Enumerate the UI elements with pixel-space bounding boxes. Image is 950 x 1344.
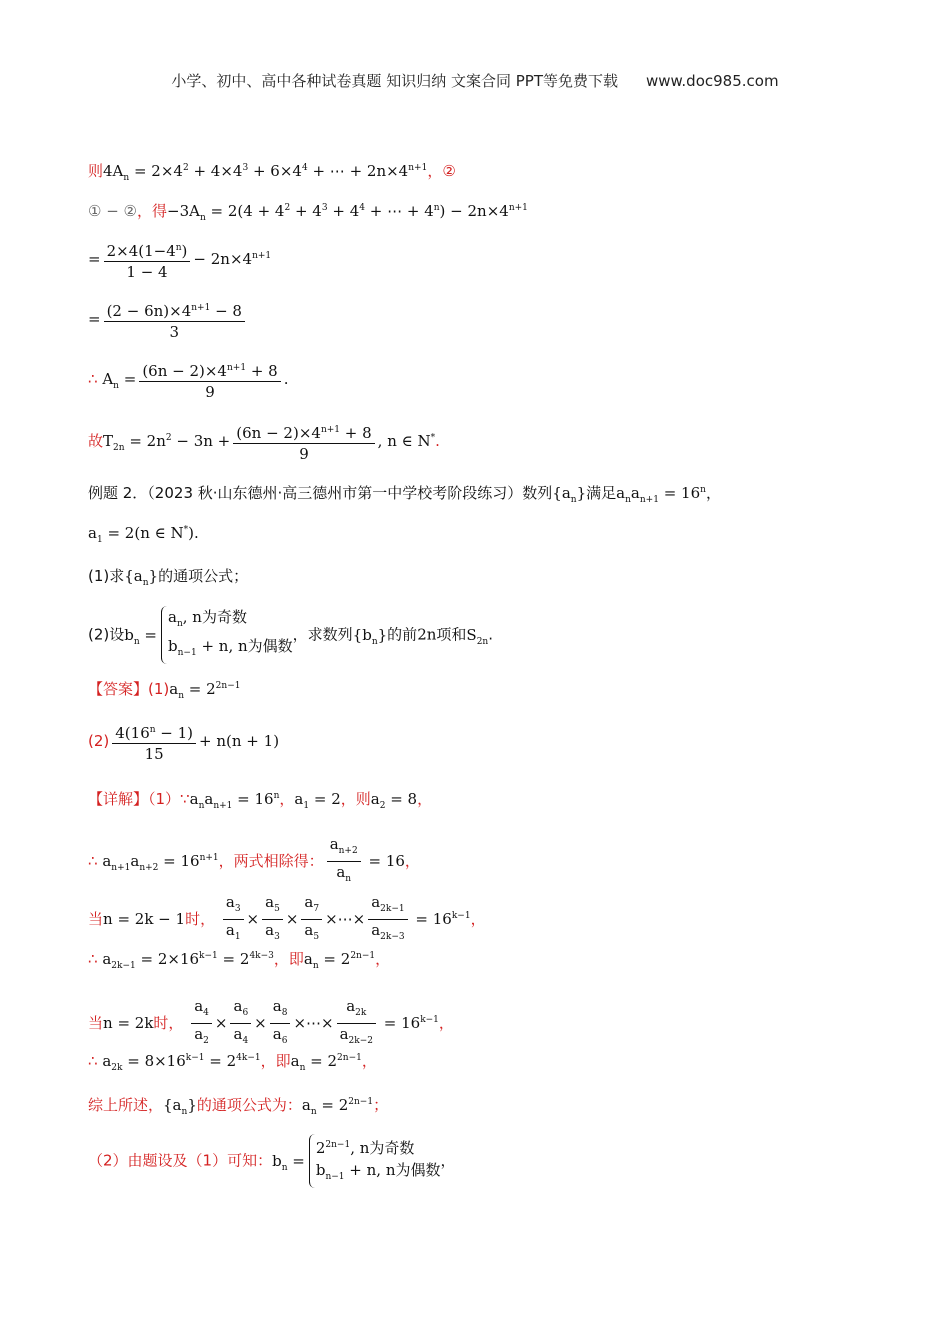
header-url[interactable]: www.doc985.com [645, 72, 779, 90]
equation-line-1 [88, 158, 456, 188]
question-1: (1)求$\{a_n\}$的通项公式； [88, 567, 249, 588]
eq-subtract-label: ① − ② [88, 202, 137, 220]
word-ze: 则 [88, 162, 104, 180]
detail-label: 【详解】 [88, 790, 149, 808]
equation-line-6: 故$T_{2n} = 2n^2 - 3n$ + $\frac{(6n - 2)\times 4^{n+1} + 8}{9}$ , n ∈ N*. [88, 420, 440, 464]
therefore-symbol: ∴ [88, 370, 98, 388]
eq-label-2: ，② [427, 162, 456, 180]
fraction-An: $\frac{(6n - 2)\times 4^{n+1} + 8}{9}$ [139, 358, 280, 402]
answer-1: 【答案】$(1)a_n = 2^{2n-1}$ [88, 680, 241, 701]
detail-line-1: 【详解】$(1)\because a_na_{n+1} = 16^n$，$a_1 = 2$，则$a_2 = 8$， [88, 790, 433, 811]
page-header [0, 70, 950, 91]
detail-line-7: 综上所述，$\{a_n\}$的通项公式为：$a_n = 2^{2n-1}$； [88, 1096, 389, 1117]
eq-minus3An: $-3A_n = 2(4 + 4^2 + 4^3 + 4^4$ + ⋯ + $4^n) - 2n\times 4^{n+1}$ [167, 202, 528, 223]
piecewise-bn: $a_n$, n为奇数 $b_{n-1} + n$, n为偶数 [161, 606, 293, 664]
detail-line-8: （2）由题设及（1）可知：$b_n =2^{2n-1}$, n为奇数 $b_{n-1} + n$, n为偶数， [88, 1134, 456, 1188]
fraction-T2n: $\frac{(6n - 2)\times 4^{n+1} + 8}{9}$ [233, 420, 374, 464]
example-2-title: 例题 2．（2023 秋·山东德州·高三德州市第一中学校考阶段练习）数列$\{a_n\}$满足$a_na_{n+1} = 16^n$， [88, 484, 721, 505]
equation-line-3: = $\frac{2\times 4(1-4^n)}{1 - 4}$ − $2n\times 4^{n+1}$ [88, 238, 271, 282]
detail-line-4: ∴ $a_{2k-1} = 2\times 16^{k-1} = 2^{4k-3}$，即$a_n = 2^{2n-1}$， [88, 950, 391, 971]
detail-line-2: ∴ $a_{n+1}a_{n+2} = 16^{n+1}$，两式相除得： $\frac{a_{n+2}}{a_n}$ = 16， [88, 835, 420, 884]
answer-2: (2) $\frac{4(16^n - 1)}{15}$ + n(n + 1) [88, 720, 279, 764]
equation-line-4: = $\frac{(2 - 6n)\times 4^{n+1} - 8}{3}$ [88, 298, 248, 342]
answer-label: 【答案】 [88, 680, 149, 698]
equation-line-2 [88, 198, 528, 228]
word-de: ，得 [137, 202, 168, 220]
eq-4An: $4A_n = 2\times 4^2 + 4\times 4^3 + 6\times 4^4$ + ⋯ + $2n\times 4^{n+1}$ [103, 162, 428, 183]
header-text: 小学、初中、高中各种试卷真题 知识归纳 文案合同 PPT等免费下载 [171, 72, 618, 90]
example-2-condition: $a_1 = 2(n$ ∈ N*). [88, 524, 199, 545]
piecewise-bn-detail: $2^{2n-1}$, n为奇数 $b_{n-1} + n$, n为偶数 [309, 1134, 441, 1188]
word-gu: 故 [88, 432, 104, 450]
fraction-answer-2: $\frac{4(16^n - 1)}{15}$ [112, 720, 196, 764]
detail-line-3: 当n = 2k − 1时， $\frac{a_3}{a_1}$ × $\frac{a_5}{a_3}$ × $\frac{a_7}{a_5}$ ×⋯× $\frac{a_{2k-1}}{a_{2k-3}}$ = $16^{k-1}$， [88, 893, 486, 942]
detail-line-5: 当n = 2k时， $\frac{a_4}{a_2}$ × $\frac{a_6}{a_4}$ × $\frac{a_8}{a_6}$ ×⋯× $\frac{a_{2k}}{a_{2k-2}}$ = $16^{k-1}$， [88, 997, 454, 1046]
question-2: (2)设$b_n =a_n$, n为奇数 $b_{n-1} + n$, n为偶数，求数列$\{b_n\}$的前2n项和$S_{2n}$. [88, 606, 493, 664]
detail-line-6: ∴ $a_{2k} = 8\times 16^{k-1} = 2^{4k-1}$，即$a_n = 2^{2n-1}$， [88, 1052, 377, 1073]
fraction-simplified: $\frac{(2 - 6n)\times 4^{n+1} - 8}{3}$ [104, 298, 245, 342]
fraction-sum: $\frac{2\times 4(1-4^n)}{1 - 4}$ [104, 238, 191, 282]
equation-line-5: ∴ $A_n$ = $\frac{(6n - 2)\times 4^{n+1} + 8}{9}$ . [88, 358, 289, 402]
